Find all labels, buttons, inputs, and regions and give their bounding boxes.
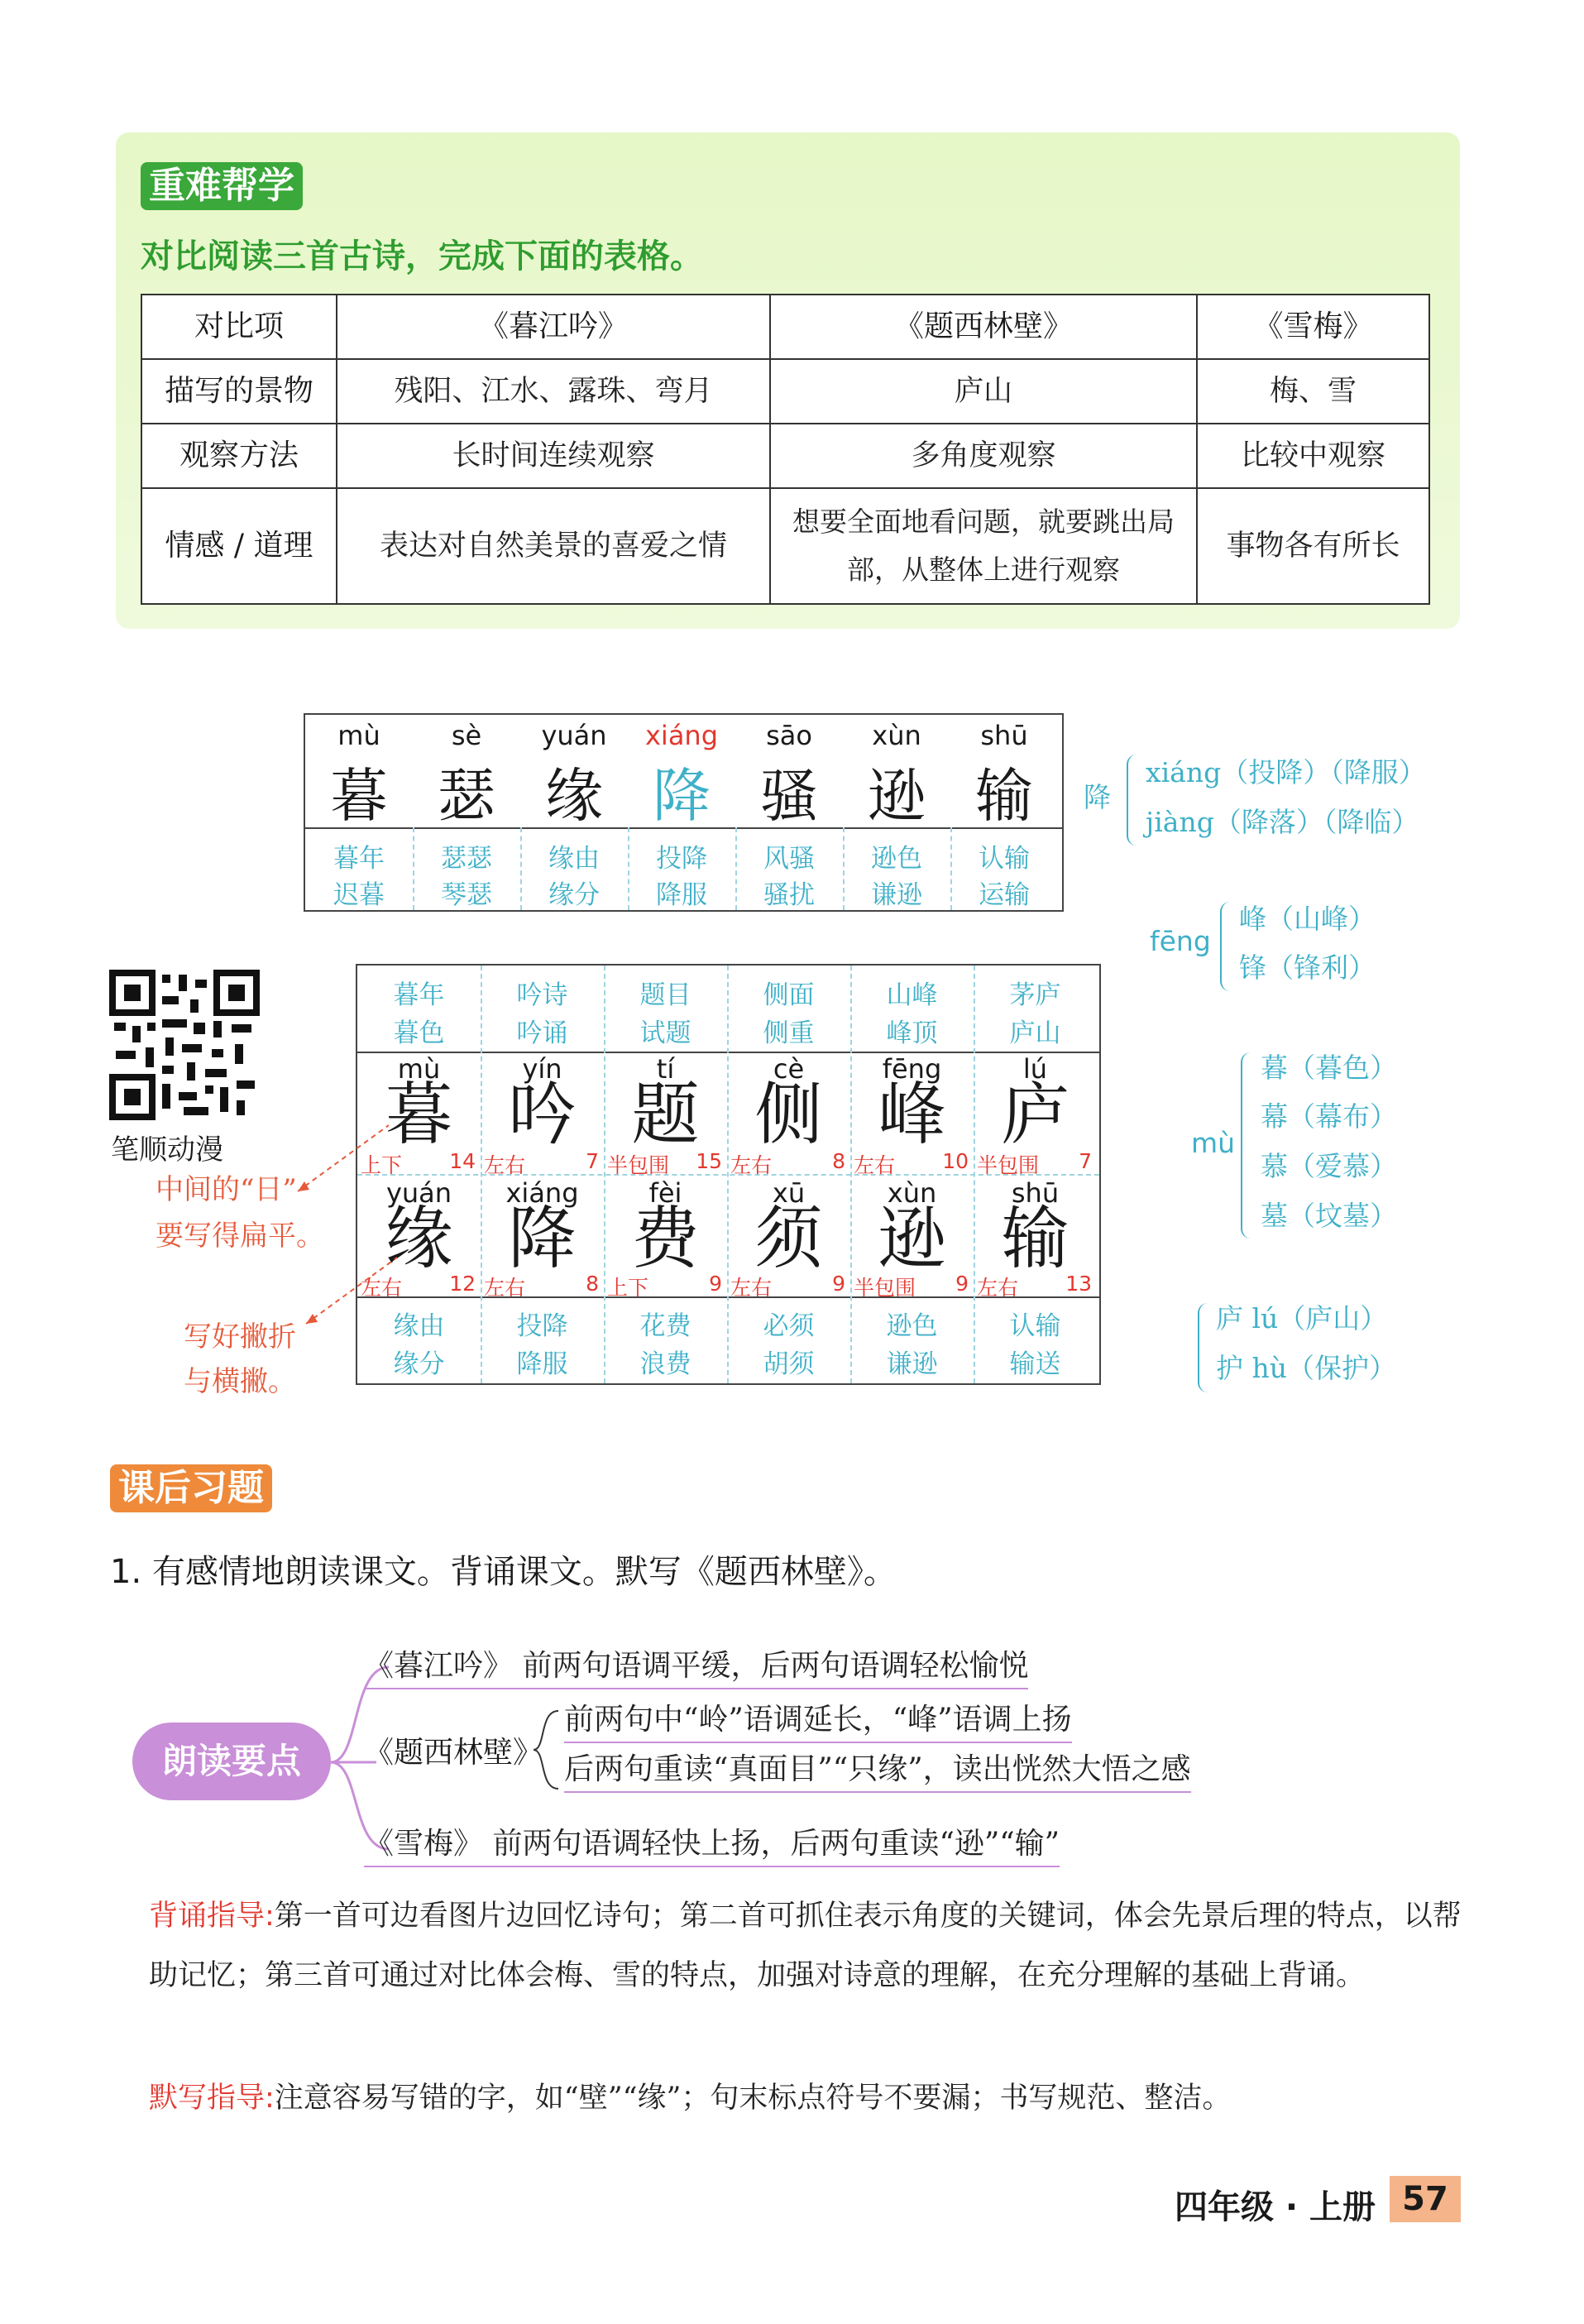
row-label: 描写的景物 xyxy=(141,359,337,424)
divider xyxy=(628,827,629,910)
divider xyxy=(843,827,845,910)
pinyin: lú xyxy=(1022,1053,1048,1085)
character: 侧 xyxy=(754,1076,823,1154)
answer-cell: 梅、雪 xyxy=(1197,359,1429,424)
stroke-count: 13 xyxy=(1065,1272,1092,1296)
word: 骚扰 xyxy=(763,880,815,910)
table-row xyxy=(141,359,1429,424)
new-characters-table xyxy=(304,713,1064,912)
stroke-count: 9 xyxy=(832,1272,845,1296)
answer-cell: 庐山 xyxy=(770,359,1197,424)
char-column xyxy=(413,715,520,910)
pinyin: shū xyxy=(980,720,1028,751)
word: 缘分 xyxy=(548,880,600,910)
character: 缘 xyxy=(385,1200,453,1278)
word: 降服 xyxy=(516,1349,568,1379)
pinyin: sè xyxy=(451,720,482,751)
pinyin: xū xyxy=(772,1177,806,1209)
note-jiang-line: xiáng（投降）（降服） xyxy=(1146,756,1426,788)
answer-cell: 残阳、江水、露珠、弯月 xyxy=(337,359,770,424)
note-mu-item: 暮（暮色） xyxy=(1261,1052,1397,1084)
char-column xyxy=(628,715,735,910)
word: 认输 xyxy=(979,844,1030,874)
stroke-count: 9 xyxy=(709,1272,722,1296)
word: 峰顶 xyxy=(886,1018,938,1048)
dictation-guide xyxy=(149,2068,1472,2128)
tip-arrows xyxy=(281,1100,430,1349)
recitation-guide xyxy=(149,1886,1472,2005)
pinyin: fèi xyxy=(648,1177,682,1209)
structure-label: 左右 xyxy=(854,1153,896,1177)
stroke-count: 8 xyxy=(586,1272,599,1296)
note-jiang-char: 降 xyxy=(1084,781,1111,813)
word: 暮年 xyxy=(393,980,445,1010)
qr-caption: 笔顺动漫 xyxy=(111,1133,223,1167)
answer-cell: 比较中观察 xyxy=(1197,424,1429,488)
note-mu-item: 慕（爱慕） xyxy=(1261,1150,1397,1182)
table-row xyxy=(141,424,1429,488)
word: 瑟瑟 xyxy=(441,844,492,874)
character: 降 xyxy=(653,762,711,830)
character: 须 xyxy=(754,1200,823,1278)
word: 风骚 xyxy=(763,844,815,874)
row-label: 情感 / 道理 xyxy=(141,488,337,604)
word: 茅庐 xyxy=(1009,980,1061,1010)
character: 逊 xyxy=(878,1200,946,1278)
divider xyxy=(413,827,414,910)
brace xyxy=(1198,1303,1211,1392)
brace-icon xyxy=(529,1704,562,1795)
table-row xyxy=(141,488,1429,604)
word: 输送 xyxy=(1009,1349,1061,1379)
word: 吟诵 xyxy=(516,1018,568,1048)
tip-yuan-line: 写好撇折 xyxy=(184,1320,296,1354)
char-column xyxy=(735,715,843,910)
structure-label: 上下 xyxy=(607,1276,649,1300)
reading-point: 后两句重读“真面目”“只缘”，读出恍然大悟之感 xyxy=(564,1746,1191,1793)
note-jiang-line: jiàng（降落）（降临） xyxy=(1146,806,1419,838)
word: 逊色 xyxy=(871,844,922,874)
reading-point: 前两句中“岭”语调延长，“峰”语调上扬 xyxy=(564,1696,1072,1743)
pinyin: yín xyxy=(522,1053,562,1085)
character: 题 xyxy=(631,1076,700,1154)
char-column xyxy=(974,966,1097,1383)
structure-label: 左右 xyxy=(730,1153,773,1177)
word: 题目 xyxy=(639,980,692,1010)
structure-label: 半包围 xyxy=(607,1153,670,1177)
answer-cell: 多角度观察 xyxy=(770,424,1197,488)
word: 花费 xyxy=(639,1311,692,1341)
word: 浪费 xyxy=(639,1349,692,1379)
word: 降服 xyxy=(656,880,707,910)
pinyin: mù xyxy=(397,1053,441,1085)
word: 庐山 xyxy=(1009,1018,1061,1048)
character: 骚 xyxy=(760,762,818,830)
answer-cell: 长时间连续观察 xyxy=(337,424,770,488)
character: 吟 xyxy=(508,1076,577,1154)
char-column xyxy=(950,715,1058,910)
word: 侧重 xyxy=(763,1018,815,1048)
section-tag-kehou: 课后习题 xyxy=(110,1464,272,1512)
word: 谦逊 xyxy=(871,880,922,910)
note-mu-item: 幕（幕布） xyxy=(1261,1100,1397,1133)
word: 逊色 xyxy=(886,1311,938,1341)
reading-points-pill: 朗读要点 xyxy=(132,1723,331,1800)
divider xyxy=(735,827,737,910)
guide-label: 默写指导: xyxy=(149,2082,275,2115)
reading-point: 《雪梅》 前两句语调轻快上扬，后两句重读“逊”“输” xyxy=(364,1820,1060,1867)
question-1: 1. 有感情地朗读课文。背诵课文。默写《题西林壁》。 xyxy=(110,1553,897,1591)
word: 认输 xyxy=(1009,1311,1061,1341)
brace xyxy=(1127,755,1140,846)
char-column xyxy=(850,966,974,1383)
instruction-text: 对比阅读三首古诗，完成下面的表格。 xyxy=(141,237,703,276)
structure-label: 半包围 xyxy=(854,1276,916,1300)
tip-mu-line: 中间的“日” xyxy=(156,1173,297,1206)
pinyin: shū xyxy=(1011,1177,1060,1209)
word: 山峰 xyxy=(886,980,938,1010)
character: 费 xyxy=(631,1200,700,1278)
divider xyxy=(520,827,522,910)
note-lu-line: 护 hù（保护） xyxy=(1216,1352,1396,1384)
stroke-count: 15 xyxy=(696,1149,722,1173)
pinyin: mù xyxy=(337,720,380,751)
character: 输 xyxy=(1001,1200,1070,1278)
word: 运输 xyxy=(979,880,1030,910)
pinyin: xùn xyxy=(872,720,921,751)
stroke-count: 10 xyxy=(942,1149,969,1173)
section-tag-zhongnan: 重难帮学 xyxy=(141,162,303,210)
structure-label: 左右 xyxy=(361,1276,403,1300)
word: 投降 xyxy=(656,844,707,874)
pinyin: tí xyxy=(656,1053,675,1085)
word: 缘分 xyxy=(393,1349,445,1379)
character: 暮 xyxy=(330,762,388,830)
word: 试题 xyxy=(639,1018,692,1048)
guide-text: 注意容易写错的字，如“壁”“缘”；句末标点符号不要漏；书写规范、整洁。 xyxy=(274,2082,1232,2115)
header-cell: 对比项 xyxy=(141,295,337,359)
header-cell: 《题西林壁》 xyxy=(770,295,1197,359)
stroke-count: 12 xyxy=(449,1272,476,1296)
word: 暮年 xyxy=(333,844,385,874)
word: 缘由 xyxy=(393,1311,445,1341)
character: 瑟 xyxy=(438,762,495,830)
word: 缘由 xyxy=(548,844,600,874)
tip-yuan-line: 与横撇。 xyxy=(184,1365,296,1398)
stroke-count: 7 xyxy=(1079,1149,1092,1173)
word: 投降 xyxy=(516,1311,568,1341)
note-lu-line: 庐 lú（庐山） xyxy=(1216,1302,1388,1335)
word: 暮色 xyxy=(393,1018,445,1048)
writing-characters-table xyxy=(356,964,1101,1385)
structure-label: 左右 xyxy=(484,1276,526,1300)
character: 庐 xyxy=(1001,1076,1070,1154)
reading-point-title: 《题西林壁》 xyxy=(364,1736,543,1770)
character: 逊 xyxy=(868,762,926,830)
char-column xyxy=(727,966,850,1383)
guide-label: 背诵指导: xyxy=(149,1900,275,1933)
note-feng-line: 锋（锋利） xyxy=(1239,951,1376,984)
character: 输 xyxy=(975,762,1033,830)
pinyin: xiáng xyxy=(505,1177,579,1209)
word: 侧面 xyxy=(763,980,815,1010)
stroke-count: 14 xyxy=(449,1149,476,1173)
structure-label: 左右 xyxy=(484,1153,526,1177)
character: 峰 xyxy=(878,1076,946,1154)
char-column xyxy=(843,715,950,910)
character: 缘 xyxy=(545,762,603,830)
structure-label: 半包围 xyxy=(977,1153,1040,1177)
pinyin: fēng xyxy=(882,1053,942,1085)
table-header-row xyxy=(141,295,1429,359)
pinyin: xùn xyxy=(887,1177,937,1209)
char-column xyxy=(520,715,628,910)
structure-label: 上下 xyxy=(361,1153,403,1177)
note-mu-item: 墓（坟墓） xyxy=(1261,1200,1397,1232)
structure-label: 左右 xyxy=(730,1276,773,1300)
word: 吟诗 xyxy=(516,980,568,1010)
brace xyxy=(1241,1052,1254,1239)
pinyin: xiáng xyxy=(644,720,719,751)
comparison-table xyxy=(141,294,1430,605)
reading-point: 《暮江吟》 前两句语调平缓，后两句语调轻松愉悦 xyxy=(364,1642,1028,1689)
stroke-count: 7 xyxy=(586,1149,599,1173)
tip-mu-line: 要写得扁平。 xyxy=(156,1220,324,1253)
word: 胡须 xyxy=(763,1349,815,1379)
row-label: 观察方法 xyxy=(141,424,337,488)
word: 迟暮 xyxy=(333,880,385,910)
note-feng-pinyin: fēng xyxy=(1150,925,1211,957)
note-feng-line: 峰（山峰） xyxy=(1239,903,1376,935)
character: 降 xyxy=(508,1200,577,1278)
header-cell: 《暮江吟》 xyxy=(337,295,770,359)
header-cell: 《雪梅》 xyxy=(1197,295,1429,359)
structure-label: 左右 xyxy=(977,1276,1019,1300)
brace xyxy=(1220,902,1233,991)
word: 谦逊 xyxy=(886,1349,938,1379)
char-column xyxy=(604,966,727,1383)
answer-cell: 事物各有所长 xyxy=(1197,488,1429,604)
pinyin: sāo xyxy=(766,720,812,751)
guide-text: 第一首可边看图片边回忆诗句；第二首可抓住表示角度的关键词，体会先景后理的特点，以帮助记忆；第三首可通过对比体会梅、雪的特点，加强对诗意的理解，在充分理解的基础上背诵。 xyxy=(149,1900,1462,1992)
pinyin: yuán xyxy=(541,720,607,751)
page-number: 57 xyxy=(1390,2176,1461,2222)
pinyin: yuán xyxy=(385,1177,452,1209)
char-column xyxy=(481,966,604,1383)
divider xyxy=(950,827,952,910)
word: 必须 xyxy=(763,1311,815,1341)
character: 暮 xyxy=(385,1076,453,1154)
note-mu-pinyin: mù xyxy=(1191,1127,1236,1159)
pinyin: cè xyxy=(773,1053,805,1085)
stroke-count: 9 xyxy=(955,1272,969,1296)
footer-grade: 四年级 · 上册 xyxy=(1175,2188,1376,2226)
answer-cell: 想要全面地看问题，就要跳出局部，从整体上进行观察 xyxy=(770,488,1197,604)
stroke-count: 8 xyxy=(832,1149,845,1173)
qr-code-icon[interactable] xyxy=(108,968,261,1122)
answer-cell: 表达对自然美景的喜爱之情 xyxy=(337,488,770,604)
word: 琴瑟 xyxy=(441,880,492,910)
char-column xyxy=(305,715,413,910)
